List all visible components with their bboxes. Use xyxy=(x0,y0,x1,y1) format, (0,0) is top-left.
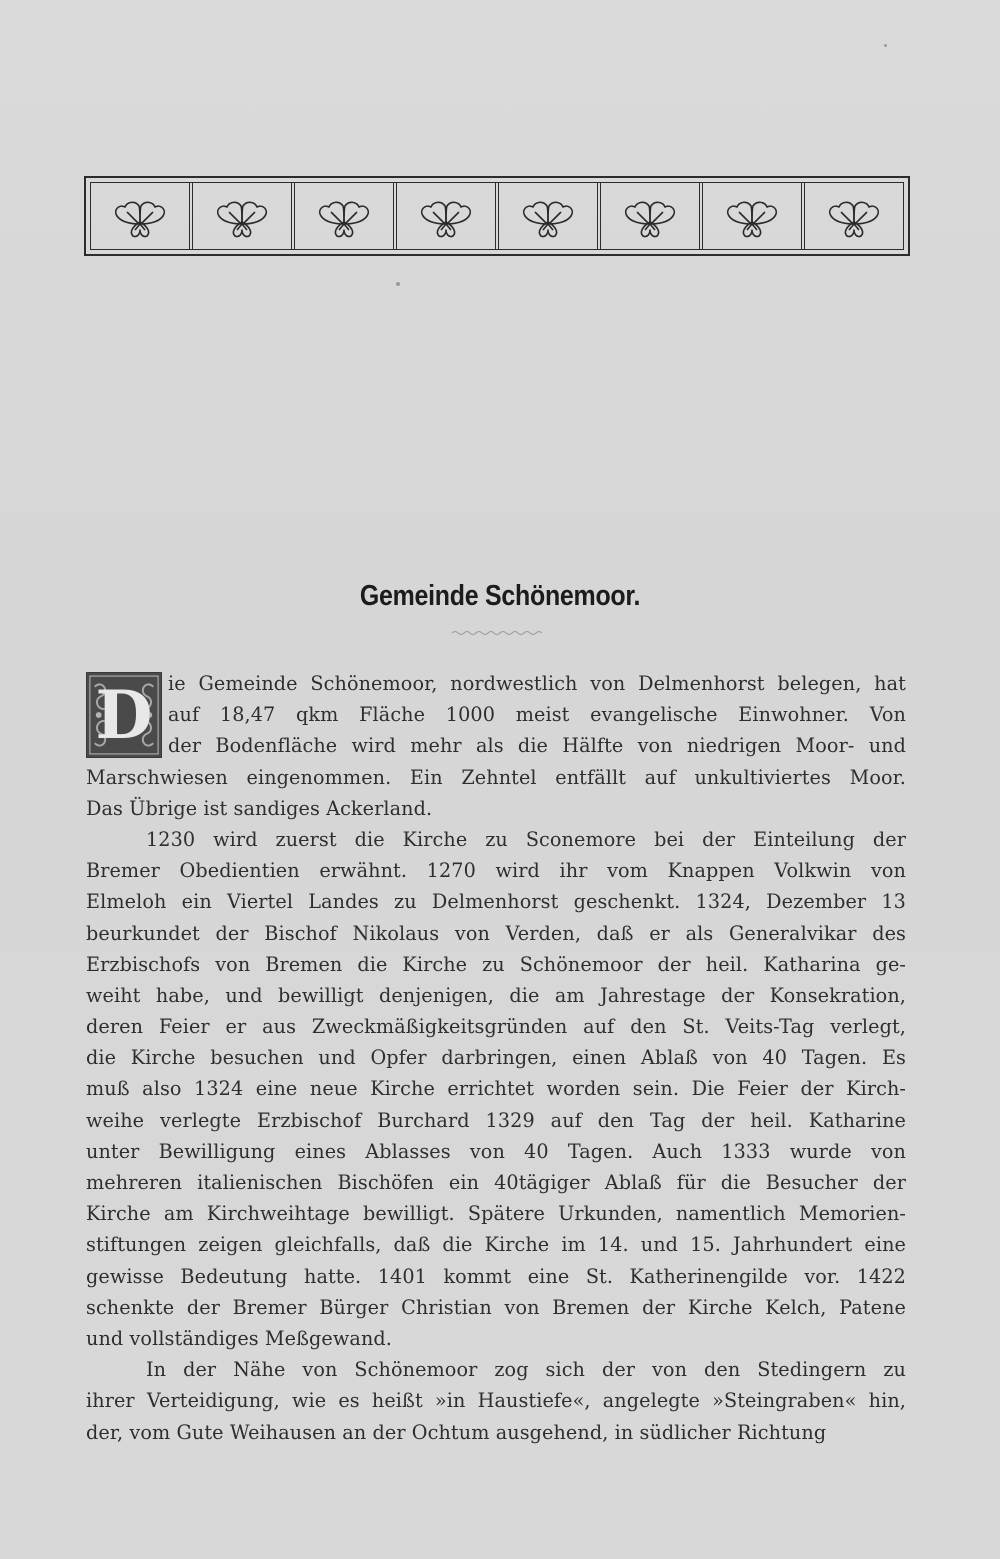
text-line: unter Bewilligung eines Ablasses von 40 Tagen. Auch 1333 wurde von xyxy=(86,1139,906,1163)
ornament-cell xyxy=(193,183,295,249)
ornament-cell xyxy=(397,183,499,249)
text-line: schenkte der Bremer Bürger Christian von Bremen der Kirche Kelch, Patene xyxy=(86,1295,906,1319)
ornament-cell xyxy=(91,183,193,249)
text-line: Kirche am Kirchweihtage bewilligt. Spätere Urkunden, namentlich Memorien- xyxy=(86,1202,906,1226)
text-line: der, vom Gute Weihausen an der Ochtum ausgehend, in südlicher Richtung xyxy=(86,1420,827,1444)
ornament-cell xyxy=(499,183,601,249)
dropcap-letter: D xyxy=(95,676,153,754)
ornament-cell xyxy=(601,183,703,249)
ornament-frame xyxy=(90,182,904,250)
ornament-cell xyxy=(295,183,397,249)
text-line: auf 18,47 qkm Fläche 1000 meist evangelische Einwohner. Von xyxy=(168,703,906,727)
title-wavy-rule xyxy=(452,630,542,636)
text-line: deren Feier er aus Zweckmäßigkeitsgründen auf den St. Veits-Tag verlegt, xyxy=(86,1015,906,1039)
body-text xyxy=(86,668,906,1448)
text-line: Elmeloh ein Viertel Landes zu Delmenhorst geschenkt. 1324, Dezember 13 xyxy=(86,890,906,914)
ornamental-header-band xyxy=(84,176,910,256)
text-line: In der Nähe von Schönemoor zog sich der von den Stedingern zu xyxy=(146,1358,906,1382)
text-line: Das Übrige ist sandiges Ackerland. xyxy=(86,796,433,820)
text-line: Bremer Obedientien erwähnt. 1270 wird ihr vom Knappen Volkwin von xyxy=(86,859,906,883)
trefoil-leaf-icon xyxy=(211,194,273,238)
text-line: weihe verlegte Erzbischof Burchard 1329 auf den Tag der heil. Katharine xyxy=(86,1108,906,1132)
text-line: die Kirche besuchen und Opfer darbringen, einen Ablaß von 40 Tagen. Es xyxy=(86,1046,906,1070)
text-line: ie Gemeinde Schönemoor, nordwestlich von Delmenhorst belegen, hat xyxy=(168,672,906,695)
trefoil-leaf-icon xyxy=(619,194,681,238)
text-line: muß also 1324 eine neue Kirche errichtet worden sein. Die Feier der Kirch- xyxy=(86,1077,906,1101)
trefoil-leaf-icon xyxy=(415,194,477,238)
print-speck xyxy=(884,44,887,47)
trefoil-leaf-icon xyxy=(823,194,885,238)
text-line: beurkundet der Bischof Nikolaus von Verden, daß er als Generalvikar des xyxy=(86,921,906,945)
text-line: mehreren italienischen Bischöfen ein 40tägiger Ablaß für die Besucher der xyxy=(86,1171,906,1194)
text-line: Marschwiesen eingenommen. Ein Zehntel entfällt auf unkultiviertes Moor. xyxy=(86,765,906,789)
trefoil-leaf-icon xyxy=(517,194,579,238)
text-line: ihrer Verteidigung, wie es heißt »in Haustiefe«, angelegte »Steingraben« hin, xyxy=(86,1389,906,1413)
page-title: Gemeinde Schönemoor. xyxy=(359,580,641,612)
dropcap-initial xyxy=(86,672,162,758)
trefoil-leaf-icon xyxy=(109,194,171,238)
print-speck xyxy=(396,282,400,286)
text-line: 1230 wird zuerst die Kirche zu Sconemore bei der Einteilung der xyxy=(146,827,906,851)
text-line: gewisse Bedeutung hatte. 1401 kommt eine St. Katherinengilde vor. 1422 xyxy=(86,1264,906,1288)
text-line: Erzbischofs von Bremen die Kirche zu Schönemoor der heil. Katharina ge- xyxy=(86,952,906,976)
trefoil-leaf-icon xyxy=(721,194,783,238)
trefoil-leaf-icon xyxy=(313,194,375,238)
text-line: der Bodenfläche wird mehr als die Hälfte von niedrigen Moor- und xyxy=(168,734,906,758)
text-line: stiftungen zeigen gleichfalls, daß die Kirche im 14. und 15. Jahrhundert eine xyxy=(86,1233,906,1257)
text-line: weiht habe, und bewilligt denjenigen, die am Jahrestage der Konsekration, xyxy=(86,983,906,1007)
text-line: und vollständiges Meßgewand. xyxy=(86,1326,392,1350)
ornament-cell xyxy=(703,183,805,249)
ornament-cell xyxy=(805,183,903,249)
